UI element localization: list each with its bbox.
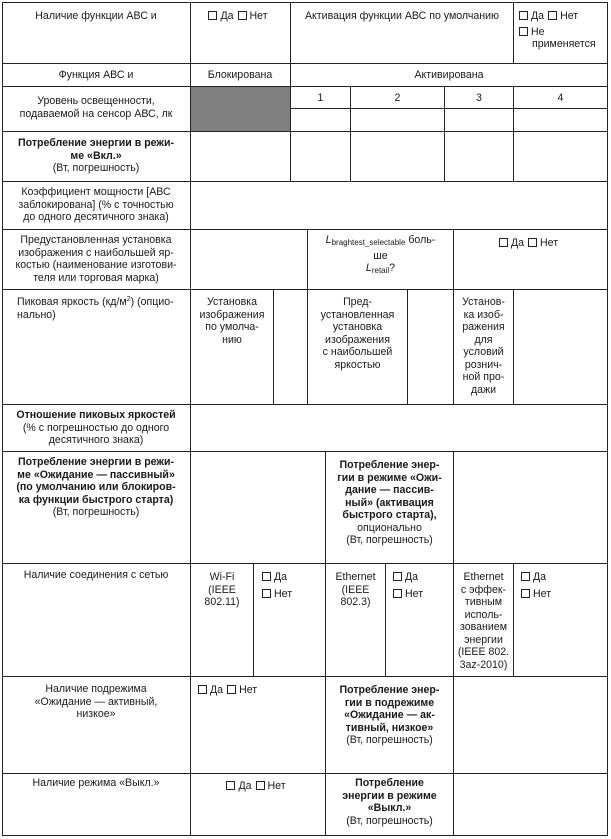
brightest-no-label: Нет bbox=[540, 237, 559, 249]
rule-r1-a bbox=[290, 2, 291, 64]
rule-r7-a bbox=[273, 289, 274, 405]
rule-row4 bbox=[2, 181, 608, 182]
standby-active-low-label: Наличие подрежима «Ожидание — активный, низкое» bbox=[34, 683, 158, 720]
standby-active-low-options bbox=[192, 684, 324, 697]
abc-presence-no-label: Нет bbox=[249, 10, 268, 22]
rule-row11 bbox=[2, 773, 608, 774]
wifi-no-checkbox[interactable] bbox=[262, 589, 271, 598]
peak-ratio-label: Отношение пиковых яркостей (% с погрешностью до одного десятичного знака) bbox=[16, 409, 176, 446]
rule-r4-c bbox=[444, 131, 445, 182]
abc-default-no-label: Нет bbox=[560, 10, 579, 22]
default-setting-label: Установка изображения по умолча- нию bbox=[199, 296, 265, 346]
off-mode-no-checkbox[interactable] bbox=[256, 781, 265, 790]
eee-no-label: Нет bbox=[533, 587, 552, 600]
rule-r10-e bbox=[513, 563, 514, 677]
standby-quickstart-label: Потребление энер- гии в режиме «Ожи- дание — пассив- ный» (активация быстрого старта), опционально (Вт, погрешность) bbox=[337, 459, 442, 546]
power-factor-label: Коэффициент мощности [АВС заблокирована] (% с точностью до одного десятичного знака) bbox=[18, 186, 174, 223]
off-mode-options bbox=[192, 780, 324, 793]
illuminance-label: Уровень освещенности, подаваемой на сенсор АВС, лк bbox=[19, 95, 173, 120]
illuminance-level-2: 2 bbox=[394, 92, 401, 104]
abc-default-no-checkbox[interactable] bbox=[548, 11, 557, 20]
rule-top bbox=[2, 2, 608, 3]
standby-active-low-power-label: Потребление энер- гии в подрежиме «Ожидание — ак- тивный, низкое» (Вт, погрешность) bbox=[339, 684, 440, 746]
standby-passive-label: Потребление энергии в режи- ме «Ожидание — пассивный» (по умолчанию или блокиров- ка функции быстрого старта) (Вт, погрешность) bbox=[16, 456, 176, 518]
brightest-vs-retail-question: $L_{braghtest\_selectable}$ боль- ше $L_{retail}$? bbox=[325, 234, 436, 275]
rule-row3-mid bbox=[290, 108, 608, 109]
rule-r10-c bbox=[385, 563, 386, 677]
wifi-yes-label: Да bbox=[274, 571, 288, 583]
ethernet-yes-label: Да bbox=[405, 571, 419, 583]
illuminance-level-4: 4 bbox=[557, 92, 564, 104]
eee-options bbox=[521, 571, 606, 600]
off-mode-yes-label: Да bbox=[238, 780, 252, 792]
brightest-setting-label: Пред- установленная установка изображения с наибольшей яркостью bbox=[320, 296, 395, 371]
rule-r1-b bbox=[513, 2, 514, 64]
rule-r2-a bbox=[290, 63, 291, 87]
rule-r4-a bbox=[290, 131, 291, 182]
rule-r7-c bbox=[407, 289, 408, 405]
rule-row2 bbox=[2, 86, 608, 87]
network-label: Наличие соединения с сетью bbox=[23, 569, 169, 581]
rule-row6 bbox=[2, 289, 608, 290]
rule-r10-a bbox=[253, 563, 254, 677]
retail-setting-label: Установ- ка изоб- ражения для условий рознич- ной про- дажи bbox=[462, 296, 505, 396]
rule-r9-b bbox=[453, 451, 454, 564]
abc-activated-label: Активирована bbox=[414, 69, 484, 81]
rule-row5 bbox=[2, 229, 608, 230]
standby-active-low-yes-label: Да bbox=[210, 684, 224, 696]
wifi-yes-checkbox[interactable] bbox=[262, 572, 271, 581]
abc-presence-yes-checkbox[interactable] bbox=[208, 11, 217, 20]
eee-label: Ethernet с эффек- тивным исполь- зованием энергии (IEEE 802. 3az-2010) bbox=[457, 571, 510, 671]
rule-r11-b bbox=[453, 676, 454, 774]
standby-active-low-no-checkbox[interactable] bbox=[227, 685, 236, 694]
ethernet-label: Ethernet (IEEE 802.3) bbox=[335, 571, 376, 608]
blocked-illuminance-cell bbox=[191, 87, 290, 131]
on-power-label: Потребление энергии в режи- ме «Вкл.» (Вт, погрешность) bbox=[18, 137, 174, 174]
illuminance-level-1: 1 bbox=[317, 92, 324, 104]
abc-presence-label: Наличие функции АВС и bbox=[35, 10, 157, 22]
brightest-preset-label: Предустановленная установка изображения с наибольшей яр- костью (наименование изготови- теля или торговая марка) bbox=[15, 234, 177, 284]
rule-r7-e bbox=[513, 289, 514, 405]
ethernet-no-label: Нет bbox=[405, 587, 424, 600]
abc-presence-options bbox=[192, 10, 288, 23]
off-mode-yes-checkbox[interactable] bbox=[226, 781, 235, 790]
rule-r4-d bbox=[513, 131, 514, 182]
rule-row7 bbox=[2, 404, 608, 405]
rule-row8 bbox=[2, 451, 608, 452]
abc-function-label: Функция АВС и bbox=[58, 69, 134, 81]
wifi-label: Wi-Fi (IEEE 802.11) bbox=[204, 571, 240, 608]
standby-active-low-no-label: Нет bbox=[239, 684, 258, 696]
ethernet-yes-checkbox[interactable] bbox=[393, 572, 402, 581]
illuminance-level-3: 3 bbox=[476, 92, 482, 104]
abc-default-na-checkbox[interactable] bbox=[519, 27, 528, 36]
brightest-yes-label: Да bbox=[510, 237, 525, 249]
abc-default-na-label-2: применяется bbox=[532, 38, 596, 50]
off-mode-power-label: Потребление энергии в режиме «Выкл.» (Вт, погрешность) bbox=[342, 777, 437, 827]
rule-right bbox=[607, 2, 608, 836]
peak-brightness-label: Пиковая яркость $(кд/м^2)$ (опцио- нально) bbox=[17, 296, 174, 321]
rule-row3 bbox=[2, 131, 608, 132]
rule-r4-b bbox=[350, 131, 351, 182]
eee-yes-label: Да bbox=[533, 571, 547, 583]
rule-bottom bbox=[2, 835, 608, 836]
brightest-no-checkbox[interactable] bbox=[528, 238, 537, 247]
wifi-options bbox=[262, 571, 324, 600]
off-mode-no-label: Нет bbox=[267, 780, 286, 792]
abc-default-label: Активация функции АВС по умолчанию bbox=[304, 10, 500, 22]
standby-active-low-yes-checkbox[interactable] bbox=[198, 685, 207, 694]
eee-no-checkbox[interactable] bbox=[521, 589, 530, 598]
off-mode-label: Наличие режима «Выкл.» bbox=[32, 777, 160, 789]
ethernet-options bbox=[393, 571, 453, 600]
eee-yes-checkbox[interactable] bbox=[521, 572, 530, 581]
abc-presence-no-checkbox[interactable] bbox=[238, 11, 247, 20]
abc-default-yes-checkbox[interactable] bbox=[519, 11, 528, 20]
abc-blocked-label: Блокирована bbox=[207, 69, 273, 81]
rule-row1 bbox=[2, 63, 608, 64]
brightest-yes-checkbox[interactable] bbox=[499, 238, 508, 247]
rule-row9 bbox=[2, 563, 608, 564]
abc-default-na-label: Не bbox=[531, 25, 545, 38]
abc-default-yes-label: Да bbox=[531, 10, 545, 22]
rule-left bbox=[2, 2, 3, 836]
wifi-no-label: Нет bbox=[274, 587, 293, 600]
abc-presence-yes-label: Да bbox=[220, 10, 234, 22]
ethernet-no-checkbox[interactable] bbox=[393, 589, 402, 598]
abc-default-options bbox=[519, 10, 607, 51]
rule-row10 bbox=[2, 676, 608, 677]
brightest-preset-options bbox=[454, 237, 607, 250]
rule-r12-b bbox=[453, 773, 454, 836]
